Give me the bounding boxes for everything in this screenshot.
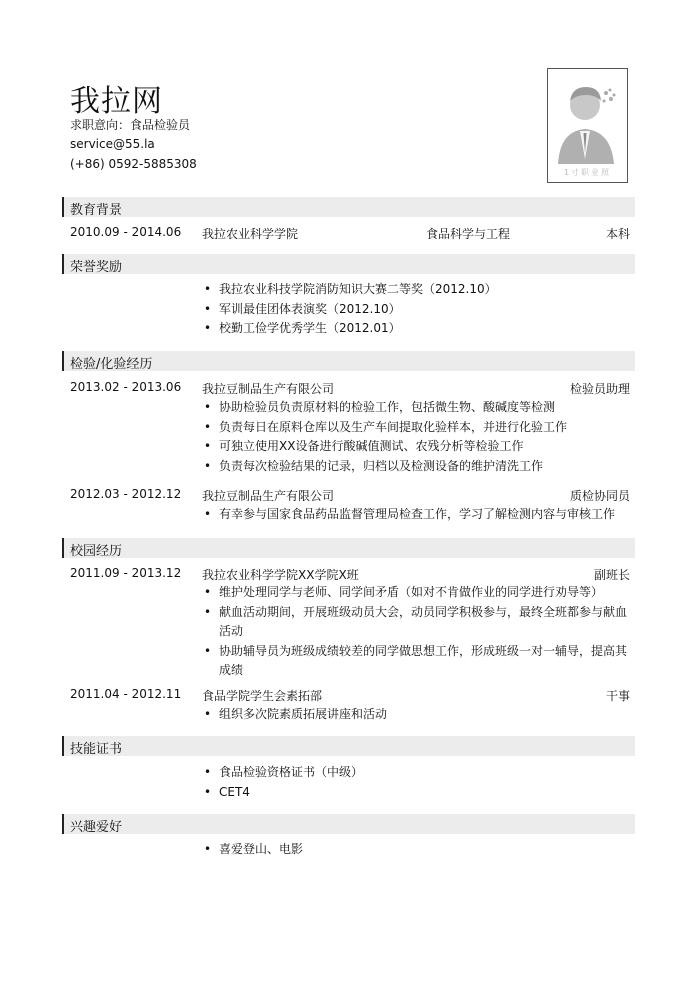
section-honors xyxy=(62,254,635,274)
list-item: • 协助辅导员为班级成绩较差的同学做思想工作，形成班级一对一辅导，提高其成绩 xyxy=(204,642,634,681)
list-item: • 我拉农业科技学院消防知识大赛二等奖（2012.10） xyxy=(204,280,634,300)
list-item: • 可独立使用XX设备进行酸碱值测试、农残分析等检验工作 xyxy=(204,437,634,457)
section-title: 兴趣爱好 xyxy=(70,820,123,835)
job-intent: 求职意向：食品检验员 xyxy=(70,118,191,132)
list-item: • 校勤工俭学优秀学生（2012.01） xyxy=(204,319,634,339)
education-date: 2010.09 - 2014.06 xyxy=(70,225,182,239)
list-item: • 负责每次检验结果的记录，归档以及检测设备的维护清洗工作 xyxy=(204,457,634,477)
section-skills xyxy=(62,736,635,756)
hobbies-list xyxy=(204,840,634,860)
list-item: • 军训最佳团体表演奖（2012.10） xyxy=(204,300,634,320)
phone: (+86) 0592-5885308 xyxy=(70,157,197,171)
list-item: • 负责每日在原料仓库以及生产车间提取化验样本，并进行化验工作 xyxy=(204,418,634,438)
list-item: • 食品检验资格证书（中级） xyxy=(204,763,634,783)
section-title: 检验/化验经历 xyxy=(70,357,153,372)
list-item: • 喜爱登山、电影 xyxy=(204,840,634,860)
email: service@55.la xyxy=(70,137,155,151)
section-title: 荣誉奖励 xyxy=(70,260,123,275)
list-item: • CET4 xyxy=(204,783,634,803)
section-inspection xyxy=(62,351,635,371)
inspection-role: 检验员助理 xyxy=(569,382,630,396)
campus-role: 干事 xyxy=(605,689,630,703)
inspection-org: 我拉豆制品生产有限公司 xyxy=(202,382,335,396)
section-title: 技能证书 xyxy=(70,742,123,757)
photo-caption: 1寸职业照 xyxy=(563,168,612,177)
list-item: • 组织多次院素质拓展讲座和活动 xyxy=(204,705,634,725)
inspection-items xyxy=(204,505,634,525)
photo-placeholder xyxy=(547,68,628,183)
education-row xyxy=(70,225,630,243)
list-item: • 有幸参与国家食品药品监督管理局检查工作，学习了解检测内容与审核工作 xyxy=(204,505,634,525)
education-school: 我拉农业科学学院 xyxy=(202,227,299,241)
campus-date: 2011.04 - 2012.11 xyxy=(70,687,182,701)
candidate-name: 我拉网 xyxy=(70,84,163,119)
section-title: 教育背景 xyxy=(70,203,123,218)
campus-org: 食品学院学生会素拓部 xyxy=(202,689,323,703)
honors-list xyxy=(204,280,634,339)
education-major: 食品科学与工程 xyxy=(426,227,511,241)
campus-org: 我拉农业科学学院XX学院X班 xyxy=(202,568,359,582)
section-education xyxy=(62,197,635,217)
education-degree: 本科 xyxy=(605,227,630,241)
section-title: 校园经历 xyxy=(70,544,123,559)
inspection-date: 2012.03 - 2012.12 xyxy=(70,487,182,501)
campus-row xyxy=(70,687,630,705)
inspection-row xyxy=(70,380,630,398)
list-item: • 维护处理同学与老师、同学间矛盾（如对不肯做作业的同学进行劝导等） xyxy=(204,583,634,603)
campus-date: 2011.09 - 2013.12 xyxy=(70,566,182,580)
inspection-row xyxy=(70,487,630,505)
list-item: • 献血活动期间，开展班级动员大会，动员同学积极参与，最终全班都参与献血活动 xyxy=(204,603,634,642)
campus-items xyxy=(204,583,634,681)
campus-role: 副班长 xyxy=(593,568,630,582)
section-campus xyxy=(62,538,635,558)
skills-list xyxy=(204,763,634,802)
avatar-icon xyxy=(548,69,627,182)
inspection-role: 质检协同员 xyxy=(569,489,630,503)
inspection-org: 我拉豆制品生产有限公司 xyxy=(202,489,335,503)
list-item: • 协助检验员负责原材料的检验工作，包括微生物、酸碱度等检测 xyxy=(204,398,634,418)
inspection-date: 2013.02 - 2013.06 xyxy=(70,380,182,394)
campus-row xyxy=(70,566,630,584)
inspection-items xyxy=(204,398,634,476)
campus-items xyxy=(204,705,634,725)
section-hobbies xyxy=(62,814,635,834)
